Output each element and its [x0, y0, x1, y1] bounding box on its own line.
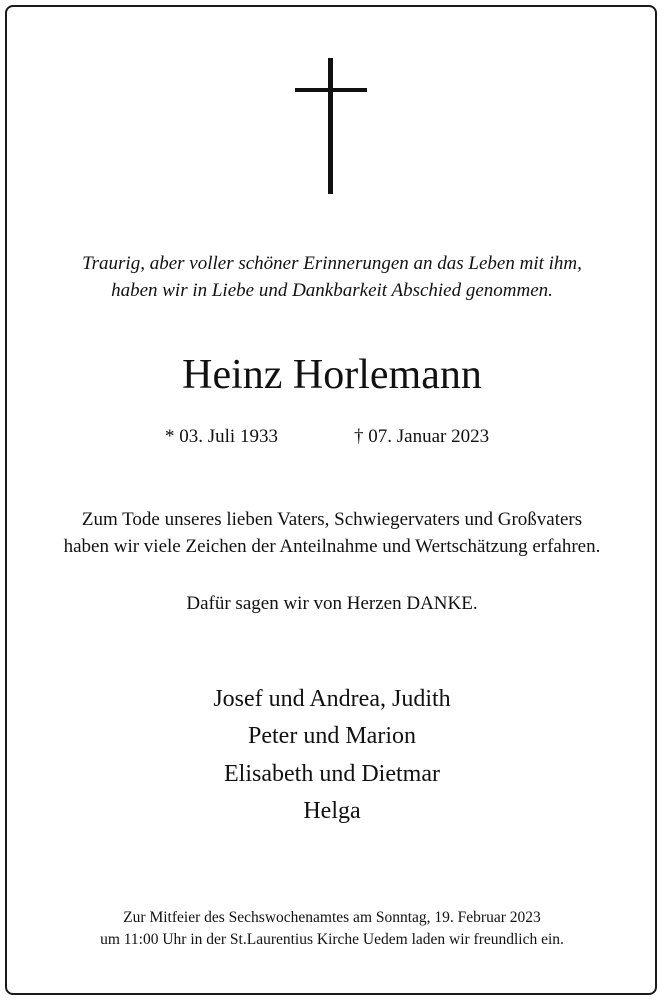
deceased-name: Heinz Horlemann	[182, 352, 482, 398]
death-date: † 07. Januar 2023	[354, 426, 490, 447]
cross-icon	[295, 58, 367, 194]
thanks-line-2: haben wir viele Zeichen der Anteilnahme und Wertschätzung erfahren.	[63, 536, 601, 557]
signer-4: Helga	[303, 798, 361, 824]
signer-3: Elisabeth und Dietmar	[224, 761, 440, 787]
notice-line-2: um 11:00 Uhr in der St.Laurentius Kirche Uedem laden wir freundlich ein.	[100, 931, 564, 948]
signer-2: Peter und Marion	[248, 723, 416, 749]
life-dates	[0, 425, 664, 449]
thanks-line-3: Dafür sagen wir von Herzen DANKE.	[186, 593, 478, 614]
signer-1: Josef und Andrea, Judith	[213, 686, 451, 712]
thanks-line-1: Zum Tode unseres lieben Vaters, Schwiegervaters und Großvaters	[81, 509, 583, 530]
intro-line-1: Traurig, aber voller schöner Erinnerungen an das Leben mit ihm,	[82, 253, 582, 274]
notice-line-1: Zur Mitfeier des Sechswochenamtes am Sonntag, 19. Februar 2023	[123, 909, 541, 926]
birth-date: * 03. Juli 1933	[165, 426, 278, 447]
intro-line-2: haben wir in Liebe und Dankbarkeit Abschied genommen.	[111, 280, 553, 301]
